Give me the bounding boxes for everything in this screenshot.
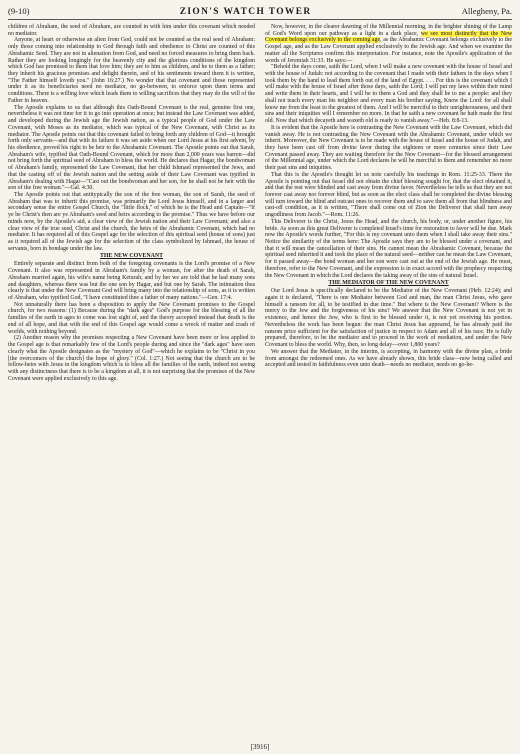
page-number: [3916] <box>250 743 270 751</box>
paragraph: Anyone, at heart or otherwise an alien from God, could not be counted as the real seed of Abraham: only those coming into relationship to God through faith and obedience to Christ are counted of this Abrahamic Seed. They are not in alienation from God, and need no forced measures to bring them back. Rather they are looking longingly for the heavenly city and the glorious conditions of the kingdom which God has promised to them that love him; they are to him as children, and he to them as a father; they inherit his gracious promises and delight therein, and of his sentiments toward them it is written, "The Father himself loveth you." (John 16:27.) No wonder that that covenant and those represented under it as its beneficiaries need no mediator, no go-between, to enforce upon them terms and conditions. There is a willing love which leads them to willing sacrifices that they may do the will of the Father in heaven. <box>8 37 255 104</box>
paragraph: It is evident that the Apostle here is contrasting the New Covenant with the Law Covenant, which did vanish away. He is not contrasting the New Covenant with the Abrahamic Covenant, under which we inherit. Moreover, the New Covenant is to be made with the house of Israel and the house of Judah, and they have been cast off from divine favor during the eighteen or more centuries since their Law Covenant passed away. They are waiting therefore for the New Covenant—for the blessed arrangement of the Millennial age, under which the Lord declares he will be merciful to them and remember no more their past sins and iniquities. <box>265 124 512 172</box>
left-column <box>8 24 255 382</box>
paragraph: The Apostle points out that antitypically the son of the free woman, the son of Sarah, the seed of Abraham that was to inherit this promise, was primarily the Lord Jesus himself, and in a larger and secondary sense the entire Gospel Church, the "little flock," of which he is the Head and Captain—"If ye be Christ's then are ye Abraham's seed and heirs according to the promise." Thus we have before our minds now, by the Apostle's aid, a clear view of the Jewish nation and their Law Covenant; and also a clear view of the true seed, Christ and the church, the heirs of the Abrahamic Covenant, which had no mediator. It has required all of this Gospel age for the selection of this spiritual seed (house of sons) just as it required all of the Jewish age for the selection of the class symbolized by Ishmael, the house of servants, born in bondage under the law. <box>8 191 255 252</box>
publication-location: Allegheny, Pa. <box>461 6 512 16</box>
right-column <box>265 24 512 382</box>
paragraph: We answer that the Mediator, in the interim, is accepting, in harmony with the divine plan, a bride from amongst the redeemed ones. As we have already shown, this bride class—now being called and accepted and tested in faithfulness even unto death—needs no mediator, needs no go-be- <box>265 348 512 369</box>
highlighted-text: we see most distinctly that the New Covenant belongs exclusively to the coming age <box>265 30 513 44</box>
paragraph: Our Lord Jesus is specifically declared to be the Mediator of the New Covenant (Heb. 12:24); and again it is declared, "There is one Mediator between God and man, the man Christ Jesus, who gave himself a ransom for all, to be testified in due time." But where is the New Covenant? Where is the mercy to the Jew and the forgiveness of his sins? We answer that the New Covenant is not yet in existence, and hence the Jew, who is first to be blessed under it, is not yet receiving his portion. Nevertheless the work has been begun: the man Christ Jesus has appeared, he has already paid the ransom price sufficient for the satisfaction of justice in respect to Adam and all of his race. He is fully prepared, therefore, to be the mediator and to proceed in the work of mediation, and under the New Covenant to bless the world. Why, then, so long delay—over 1,800 years? <box>265 288 512 349</box>
section-heading: THE NEW COVENANT <box>99 253 164 260</box>
paragraph: (2) Another reason why the promises respecting a New Covenant have been more or less applied to the Gospel age is that remarkably few of the Lord's people during and since the "dark ages" have seen clearly what the Apostle designates as the "mystery of God"—which he explains to be "Christ in you [the overcomers of the church] the hope of glory." (Col. 1:27.) Not seeing that the church are to be fellow-heirs with Jesus in the kingdom which is to bless all the families of the earth, indeed not seeing with any distinctness that there is to be a kingdom at all, it is not surprising that the promises of the New Covenant were applied exclusively to this age. <box>8 335 255 382</box>
section-heading: THE MEDIATOR OF THE NEW COVENANT <box>328 280 449 287</box>
block-quote: "Behold the days come, saith the Lord, when I will make a new covenant with the house of Israel and with the house of Judah: not according to the covenant that I made with their fathers in the days when I took them by the hand to lead them forth out of the land of Egypt. . . . For this is the covenant which I will make with the house of Israel after those days, saith the Lord; I will put my laws within their mind and write them in their hearts, and I will be to them a God and they shall be to me a people: and they shall not teach every man his neighbor and every man his brother saying, Know the Lord: for all shall know me from the least to the greatest of them. And I will be merciful to their unrighteousness, and their sins and their iniquities will I remember no more. In that he saith a new covenant he hath made the first old. Now that which decayeth and waxeth old is ready to vanish away."—Heb. 8:8-13. <box>265 64 512 125</box>
paragraph: Not unnaturally there has been a disposition to apply the New Covenant promises to the Gospel church, for two reasons: (1) Because during the "dark ages" God's purpose for the blessing of all the families of the earth in ages to come was lost sight of, and the theory accepted instead that death is the end of all hope, and that with the end of this Gospel age would come a wreck of matter and crash of worlds, with nothing beyond. <box>8 301 255 335</box>
article-body <box>8 24 512 382</box>
paragraph: That this is the Apostle's thought let us note carefully his teachings in Rom. 11:25-33. There the Apostle is pointing out that Israel did not obtain the chief blessing sought for, that the elect obtained it, and that the rest were blinded and cast away from divine favor. Nevertheless he tells us that they are not forever cast away nor forever blind, but as soon as the elect class shall be completed the divine blessing will turn toward the blind and outcast ones to recover them and to save them all from that blindness and cast-off condition, as it is written, "There shall come out of Zion the Deliverer that shall turn away ungodliness from Jacob."—Rom. 11:26. <box>265 171 512 219</box>
publication-title: ZION'S WATCH TOWER <box>179 7 312 17</box>
paragraph: This Deliverer is the Christ, Jesus the Head, and the church, his body, or, under another figure, his bride. As soon as this great Deliverer is completed Israel's time for restoration to favor will be due. Mark now the Apostle's words further, "For this is my covenant unto them when I shall take away their sins." Notice the similarity of the terms here: The Apostle says they are to be blessed under a covenant, and that it will mean the cancellation of their sins. He cannot mean the Abrahamic Covenant, because the spiritual seed inherited it and took the place of the natural seed—neither can he mean the Law Covenant, for it passed away—the bond woman and her son were cast out at the end of the Jewish age. He must, therefore, refer to the New Covenant, and the expression is in exact accord with the prophecy respecting the New Covenant in which the Lord declares the taking away of the sins of natural Israel. <box>265 218 512 279</box>
paragraph: The Apostle explains to us that although this Oath-Bound Covenant is the real, genuine first one, nevertheless it was not time for it to go into operation at once; but instead the Law Covenant was added, and developed during the Jewish age the Jewish nation, as a typical people of God under the Law Covenant, with Moses as its mediator, which was typical of the New Covenant, with Christ as its mediator. The Apostle points out that this covenant failed to bring forth any children of God—it brought forth only servants—and that with its failure it was set aside when our Lord Jesus at his first advent, by his obedience, proved his right to be heir to the Abrahamic Covenant. The Apostle points out that Sarah, Abraham's wife, typified that Oath-Bound Covenant, which for more than 2,000 years was barren—did not bring forth the spiritual seed of Abraham to bless the world. He declares that Hagar, the bondwoman of Abraham's family, represented the Law Covenant, that her child Ishmael represented the Jews, and that the casting off of the Jewish nation and the setting aside of their Law Covenant was typified in Abraham's dealing with Hagar—"Cast out the bondwoman and her son, for he shall not be heir with the son of the free woman."—Gal. 4:30. <box>8 104 255 192</box>
text-run: , as the Abrahamic Covenant belongs exclusively to the Gospel age, and as the Law Covenant applied exclusively to the Jewish age. And when we examine the matter all the Scriptures confirm this interpretation. For instance, note the Apostle's application of the words of Jeremiah 31:33. He says:— <box>265 37 512 64</box>
page-header <box>8 6 512 20</box>
paragraph <box>265 24 512 64</box>
paragraph: Entirely separate and distinct from both of the foregoing covenants is the Lord's promise of a New Covenant. It also was represented in Abraham's family by a woman, for after the death of Sarah, Abraham married again, his wife's name being Keturah; and by her we are told that he had many sons and daughters, whereas there was but the one son by Hagar, and but one by Sarah. The intimation thus clearly is that under the New Covenant God will bring many into the relationship of sons, as it is written of Abraham, who typified God, "I have constituted thee a father of many nations."—Gen. 17:4. <box>8 261 255 302</box>
paragraph: children of Abraham, the seed of Abraham, are counted in with him under this covenant which needed no mediator. <box>8 24 255 37</box>
text-run: Now, however, in the clearer dawning of the Millennial morning, in the brighter shining of the Lamp of God's Word upon our pathway as a light in a dark place, <box>265 24 512 37</box>
page-reference: (9-10) <box>8 6 30 16</box>
